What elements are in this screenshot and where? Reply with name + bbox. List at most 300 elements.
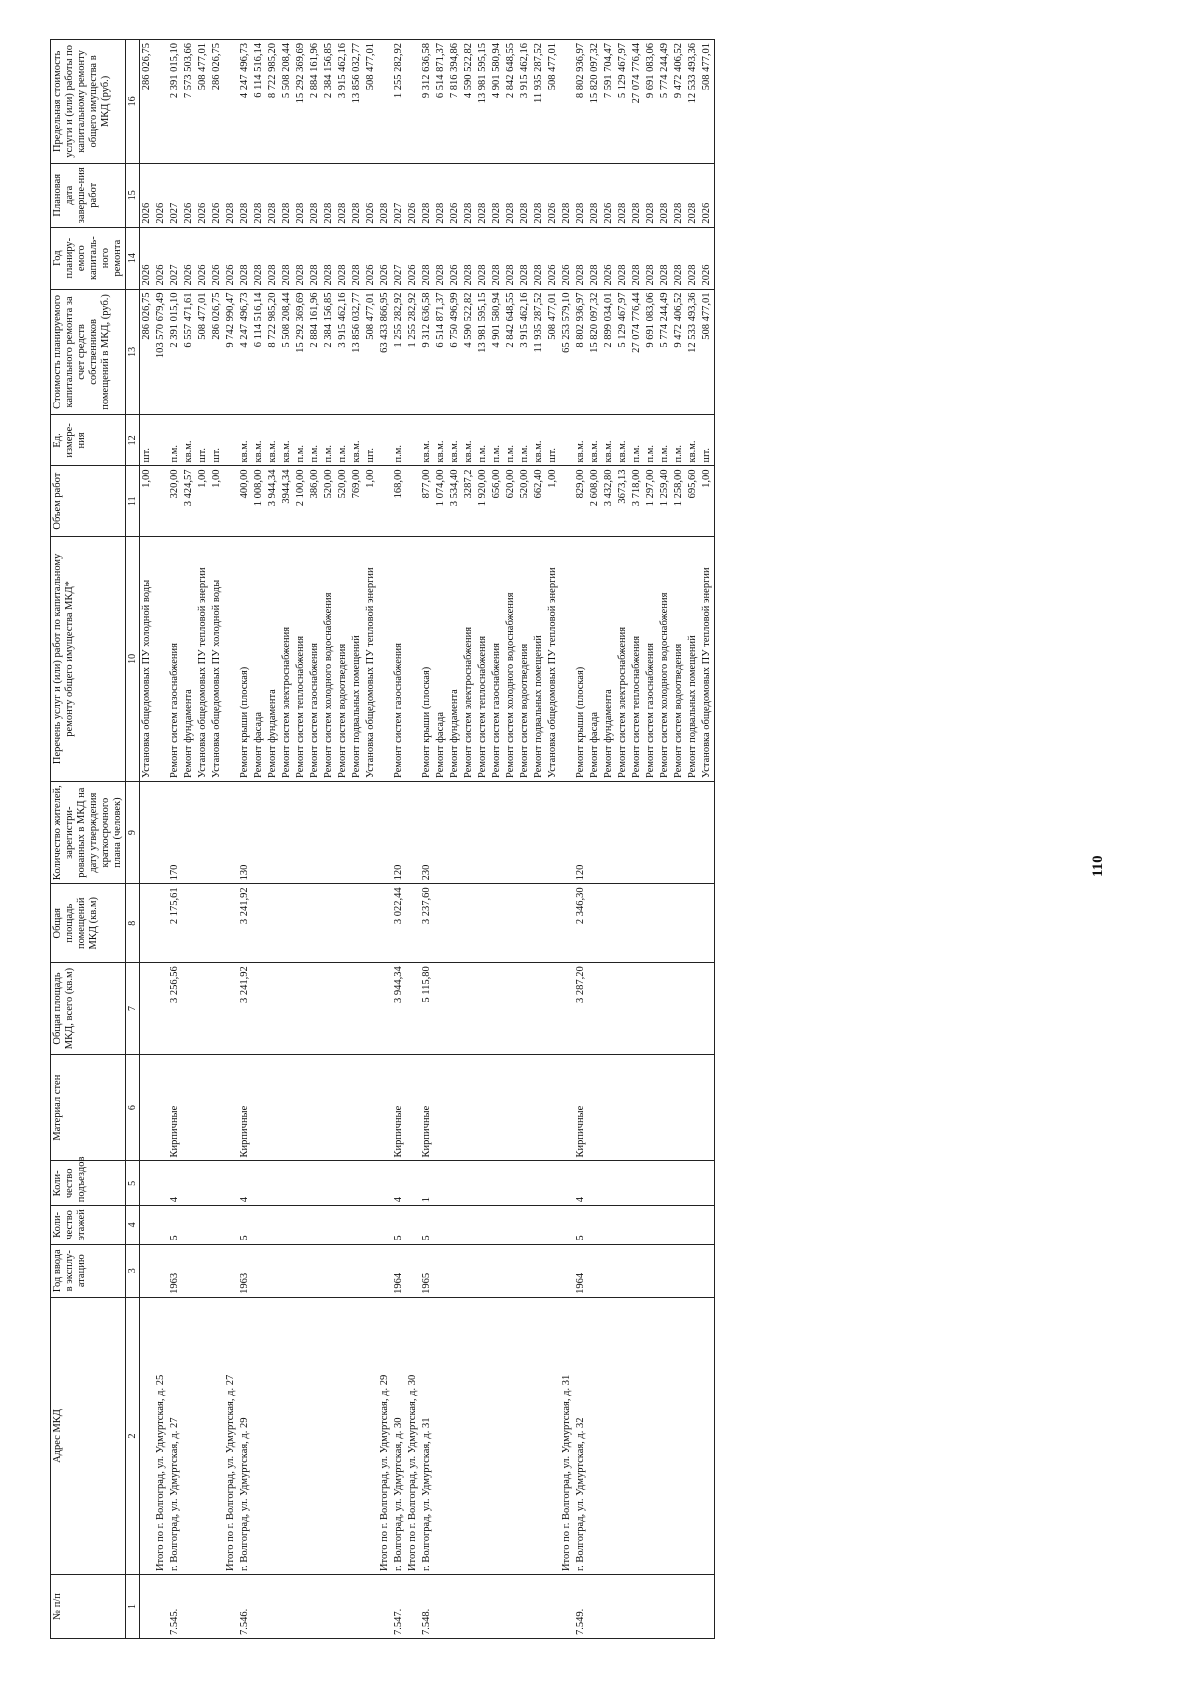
total-area-cell: [266, 963, 280, 1055]
year-built-cell: [700, 1244, 715, 1297]
table-row: [294, 40, 308, 1639]
cost-cell: 2 884 161,96: [308, 289, 322, 415]
col-header-9: Количество жителей, зарегистри-рованных в МКД на дату утверждения краткосрочного плана (человек): [51, 781, 126, 883]
year-built-cell: [434, 1244, 448, 1297]
residents-cell: [322, 781, 336, 883]
wall-material-cell: [350, 1054, 364, 1161]
wall-material-cell: [252, 1054, 266, 1161]
completion-date-cell: 2028: [266, 163, 280, 227]
table-row: [322, 40, 336, 1639]
max-cost-cell: 15 292 369,69: [294, 40, 308, 164]
work-volume-cell: 1,00: [546, 466, 560, 536]
work-volume-cell: 1 008,00: [252, 466, 266, 536]
year-built-cell: [322, 1244, 336, 1297]
max-cost-cell: 5 508 208,44: [280, 40, 294, 164]
completion-date-cell: 2028: [644, 163, 658, 227]
total-area-cell: [588, 963, 602, 1055]
address-cell: [490, 1297, 504, 1574]
col-number: 10: [126, 536, 140, 781]
max-cost-cell: 5 774 244,49: [658, 40, 672, 164]
work-volume-cell: 3944,34: [280, 466, 294, 536]
work-volume-cell: [154, 466, 168, 536]
page-number: 110: [1090, 855, 1106, 877]
work-type-cell: Установка общедомовых ПУ тепловой энергии: [364, 536, 378, 781]
col-header-4: Коли-чество этажей: [51, 1206, 126, 1244]
table-row: [644, 40, 658, 1639]
table-row: [224, 40, 238, 1639]
row-number: [224, 1575, 238, 1639]
row-number: [406, 1575, 420, 1639]
work-type-cell: Установка общедомовых ПУ холодной воды: [210, 536, 224, 781]
max-cost-cell: 9 312 636,58: [420, 40, 434, 164]
planned-year-cell: 2026: [546, 227, 560, 289]
cost-cell: 2 384 156,85: [322, 289, 336, 415]
col-number: 1: [126, 1575, 140, 1639]
row-number: [196, 1575, 210, 1639]
premises-area-cell: [602, 884, 616, 963]
wall-material-cell: [308, 1054, 322, 1161]
max-cost-cell: 3 915 462,16: [336, 40, 350, 164]
max-cost-cell: 8 722 985,20: [266, 40, 280, 164]
total-area-cell: 5 115,80: [420, 963, 434, 1055]
premises-area-cell: [196, 884, 210, 963]
work-volume-cell: 520,00: [336, 466, 350, 536]
table-row: [168, 40, 182, 1639]
floors-cell: [378, 1206, 392, 1244]
work-type-cell: Ремонт фасада: [252, 536, 266, 781]
premises-area-cell: 2 346,30: [574, 884, 588, 963]
unit-cell: кв.м.: [266, 415, 280, 466]
residents-cell: [140, 781, 155, 883]
cost-cell: 6 750 496,99: [448, 289, 462, 415]
table-row: [476, 40, 490, 1639]
work-type-cell: Ремонт фундамента: [266, 536, 280, 781]
unit-cell: п.м.: [308, 415, 322, 466]
row-number: [364, 1575, 378, 1639]
row-number: [616, 1575, 630, 1639]
planned-year-cell: 2028: [280, 227, 294, 289]
residents-cell: [210, 781, 224, 883]
total-area-cell: [364, 963, 378, 1055]
work-volume-cell: 1,00: [140, 466, 155, 536]
entrances-cell: [448, 1161, 462, 1206]
premises-area-cell: [658, 884, 672, 963]
table-row: [210, 40, 224, 1639]
row-number: [560, 1575, 574, 1639]
planned-year-cell: 2028: [644, 227, 658, 289]
floors-cell: [182, 1206, 196, 1244]
repair-plan-table: [50, 39, 715, 1639]
work-type-cell: Ремонт систем водоотведения: [336, 536, 350, 781]
unit-cell: шт.: [364, 415, 378, 466]
table-row: [378, 40, 392, 1639]
floors-cell: [294, 1206, 308, 1244]
floors-cell: [224, 1206, 238, 1244]
planned-year-cell: 2027: [392, 227, 406, 289]
unit-cell: кв.м.: [350, 415, 364, 466]
row-number: [700, 1575, 715, 1639]
row-number: [448, 1575, 462, 1639]
address-cell: [462, 1297, 476, 1574]
wall-material-cell: [266, 1054, 280, 1161]
row-number: 7.547.: [392, 1575, 406, 1639]
work-type-cell: Ремонт подвальных помещений: [350, 536, 364, 781]
total-area-cell: [462, 963, 476, 1055]
residents-cell: [224, 781, 238, 883]
completion-date-cell: 2028: [308, 163, 322, 227]
entrances-cell: [546, 1161, 560, 1206]
work-type-cell: Ремонт крыши (плоская): [574, 536, 588, 781]
work-volume-cell: 1,00: [364, 466, 378, 536]
unit-cell: кв.м.: [252, 415, 266, 466]
premises-area-cell: [406, 884, 420, 963]
address-cell: [196, 1297, 210, 1574]
floors-cell: [336, 1206, 350, 1244]
year-built-cell: [504, 1244, 518, 1297]
total-area-cell: [210, 963, 224, 1055]
residents-cell: [266, 781, 280, 883]
address-cell: г. Волгоград, ул. Удмуртская, д. 29: [238, 1297, 252, 1574]
work-type-cell: [560, 536, 574, 781]
max-cost-cell: 6 514 871,37: [434, 40, 448, 164]
planned-year-cell: 2028: [476, 227, 490, 289]
completion-date-cell: 2028: [658, 163, 672, 227]
table-row: [196, 40, 210, 1639]
row-number: [322, 1575, 336, 1639]
work-volume-cell: 1,00: [210, 466, 224, 536]
wall-material-cell: [462, 1054, 476, 1161]
total-area-cell: [532, 963, 546, 1055]
col-number: 2: [126, 1297, 140, 1574]
total-area-cell: [644, 963, 658, 1055]
total-area-cell: [294, 963, 308, 1055]
col-header-8: Общая площадь помещений МКД (кв.м): [51, 884, 126, 963]
completion-date-cell: 2028: [518, 163, 532, 227]
completion-date-cell: 2026: [196, 163, 210, 227]
completion-date-cell: 2028: [420, 163, 434, 227]
cost-cell: 3 915 462,16: [336, 289, 350, 415]
planned-year-cell: 2026: [154, 227, 168, 289]
floors-cell: [154, 1206, 168, 1244]
total-area-cell: 3 256,56: [168, 963, 182, 1055]
entrances-cell: [252, 1161, 266, 1206]
max-cost-cell: [406, 40, 420, 164]
completion-date-cell: 2028: [350, 163, 364, 227]
year-built-cell: [308, 1244, 322, 1297]
table-row: [546, 40, 560, 1639]
year-built-cell: 1964: [574, 1244, 588, 1297]
planned-year-cell: 2028: [616, 227, 630, 289]
max-cost-cell: 13 856 032,77: [350, 40, 364, 164]
premises-area-cell: [182, 884, 196, 963]
row-number: [336, 1575, 350, 1639]
table-row: [154, 40, 168, 1639]
row-number: [602, 1575, 616, 1639]
residents-cell: [602, 781, 616, 883]
address-cell: [644, 1297, 658, 1574]
planned-year-cell: 2028: [336, 227, 350, 289]
completion-date-cell: 2028: [476, 163, 490, 227]
work-volume-cell: 877,00: [420, 466, 434, 536]
entrances-cell: [294, 1161, 308, 1206]
work-type-cell: Ремонт систем газоснабжения: [644, 536, 658, 781]
address-cell: [616, 1297, 630, 1574]
work-type-cell: Ремонт фундамента: [448, 536, 462, 781]
year-built-cell: [378, 1244, 392, 1297]
year-built-cell: [210, 1244, 224, 1297]
work-type-cell: Установка общедомовых ПУ тепловой энергии: [546, 536, 560, 781]
unit-cell: кв.м.: [532, 415, 546, 466]
cost-cell: 12 533 493,36: [686, 289, 700, 415]
floors-cell: 5: [168, 1206, 182, 1244]
cost-cell: 15 292 369,69: [294, 289, 308, 415]
completion-date-cell: 2026: [140, 163, 155, 227]
wall-material-cell: [322, 1054, 336, 1161]
unit-cell: кв.м.: [434, 415, 448, 466]
completion-date-cell: 2026: [154, 163, 168, 227]
wall-material-cell: Кирпичные: [238, 1054, 252, 1161]
residents-cell: [476, 781, 490, 883]
completion-date-cell: 2028: [532, 163, 546, 227]
cost-cell: 4 901 580,94: [490, 289, 504, 415]
premises-area-cell: [308, 884, 322, 963]
unit-cell: кв.м.: [462, 415, 476, 466]
completion-date-cell: 2028: [224, 163, 238, 227]
floors-cell: [644, 1206, 658, 1244]
max-cost-cell: 11 935 287,52: [532, 40, 546, 164]
year-built-cell: [630, 1244, 644, 1297]
wall-material-cell: [224, 1054, 238, 1161]
wall-material-cell: [644, 1054, 658, 1161]
work-type-cell: Ремонт систем электроснабжения: [462, 536, 476, 781]
year-built-cell: [546, 1244, 560, 1297]
row-number: [644, 1575, 658, 1639]
address-cell: Итого по г. Волгоград, ул. Удмуртская, д. 30: [406, 1297, 420, 1574]
work-type-cell: Ремонт фасада: [434, 536, 448, 781]
wall-material-cell: [560, 1054, 574, 1161]
table-row: [672, 40, 686, 1639]
work-volume-cell: 3 424,57: [182, 466, 196, 536]
entrances-cell: [280, 1161, 294, 1206]
floors-cell: 5: [392, 1206, 406, 1244]
entrances-cell: [266, 1161, 280, 1206]
premises-area-cell: [280, 884, 294, 963]
floors-cell: [308, 1206, 322, 1244]
address-cell: [434, 1297, 448, 1574]
max-cost-cell: 508 477,01: [700, 40, 715, 164]
residents-cell: [686, 781, 700, 883]
table-row: [630, 40, 644, 1639]
premises-area-cell: [294, 884, 308, 963]
entrances-cell: [686, 1161, 700, 1206]
cost-cell: 6 514 871,37: [434, 289, 448, 415]
unit-cell: шт.: [196, 415, 210, 466]
planned-year-cell: 2026: [406, 227, 420, 289]
row-number: [252, 1575, 266, 1639]
planned-year-cell: 2026: [364, 227, 378, 289]
year-built-cell: [406, 1244, 420, 1297]
completion-date-cell: 2026: [700, 163, 715, 227]
completion-date-cell: 2028: [378, 163, 392, 227]
year-built-cell: 1965: [420, 1244, 434, 1297]
address-cell: [448, 1297, 462, 1574]
col-number: 6: [126, 1054, 140, 1161]
max-cost-cell: [378, 40, 392, 164]
residents-cell: 170: [168, 781, 182, 883]
work-volume-cell: 2 608,00: [588, 466, 602, 536]
row-number: 7.549.: [574, 1575, 588, 1639]
table-row: [406, 40, 420, 1639]
residents-cell: [182, 781, 196, 883]
entrances-cell: [364, 1161, 378, 1206]
total-area-cell: [336, 963, 350, 1055]
max-cost-cell: 15 820 097,32: [588, 40, 602, 164]
row-number: [630, 1575, 644, 1639]
total-area-cell: [546, 963, 560, 1055]
residents-cell: [672, 781, 686, 883]
residents-cell: 130: [238, 781, 252, 883]
cost-cell: 4 247 496,73: [238, 289, 252, 415]
max-cost-cell: 7 816 394,86: [448, 40, 462, 164]
unit-cell: [224, 415, 238, 466]
table-row: [560, 40, 574, 1639]
max-cost-cell: 4 590 522,82: [462, 40, 476, 164]
work-type-cell: [406, 536, 420, 781]
cost-cell: 13 856 032,77: [350, 289, 364, 415]
planned-year-cell: 2026: [224, 227, 238, 289]
completion-date-cell: 2028: [504, 163, 518, 227]
entrances-cell: 4: [392, 1161, 406, 1206]
address-cell: Итого по г. Волгоград, ул. Удмуртская, д. 27: [224, 1297, 238, 1574]
cost-cell: 13 981 595,15: [476, 289, 490, 415]
cost-cell: 2 899 034,01: [602, 289, 616, 415]
max-cost-cell: 8 802 936,97: [574, 40, 588, 164]
completion-date-cell: 2028: [462, 163, 476, 227]
address-cell: [140, 1297, 155, 1574]
total-area-cell: [154, 963, 168, 1055]
table-row: [588, 40, 602, 1639]
row-number: [462, 1575, 476, 1639]
max-cost-cell: 286 026,75: [140, 40, 155, 164]
entrances-cell: [602, 1161, 616, 1206]
unit-cell: кв.м.: [238, 415, 252, 466]
cost-cell: 2 391 015,10: [168, 289, 182, 415]
wall-material-cell: [154, 1054, 168, 1161]
wall-material-cell: Кирпичные: [168, 1054, 182, 1161]
completion-date-cell: 2028: [252, 163, 266, 227]
work-type-cell: Ремонт фундамента: [182, 536, 196, 781]
work-volume-cell: 3 534,40: [448, 466, 462, 536]
completion-date-cell: 2028: [616, 163, 630, 227]
planned-year-cell: 2028: [574, 227, 588, 289]
floors-cell: [504, 1206, 518, 1244]
premises-area-cell: [686, 884, 700, 963]
premises-area-cell: [140, 884, 155, 963]
planned-year-cell: 2028: [490, 227, 504, 289]
work-type-cell: Ремонт фасада: [588, 536, 602, 781]
planned-year-cell: 2028: [322, 227, 336, 289]
floors-cell: [364, 1206, 378, 1244]
total-area-cell: [196, 963, 210, 1055]
col-header-14: Год планиру-емого капиталь-ного ремонта: [51, 227, 126, 289]
work-volume-cell: 1 297,00: [644, 466, 658, 536]
wall-material-cell: [672, 1054, 686, 1161]
entrances-cell: [560, 1161, 574, 1206]
cost-cell: 4 590 522,82: [462, 289, 476, 415]
wall-material-cell: [504, 1054, 518, 1161]
unit-cell: кв.м.: [280, 415, 294, 466]
total-area-cell: [504, 963, 518, 1055]
work-type-cell: Ремонт систем холодного водоснабжения: [322, 536, 336, 781]
planned-year-cell: 2027: [168, 227, 182, 289]
year-built-cell: 1964: [392, 1244, 406, 1297]
row-number: [532, 1575, 546, 1639]
max-cost-cell: 3 915 462,16: [518, 40, 532, 164]
address-cell: [532, 1297, 546, 1574]
planned-year-cell: 2028: [294, 227, 308, 289]
total-area-cell: [378, 963, 392, 1055]
row-number: [546, 1575, 560, 1639]
completion-date-cell: 2026: [602, 163, 616, 227]
max-cost-cell: 2 842 648,55: [504, 40, 518, 164]
table-row: [350, 40, 364, 1639]
completion-date-cell: 2028: [336, 163, 350, 227]
work-volume-cell: 1,00: [196, 466, 210, 536]
total-area-cell: [322, 963, 336, 1055]
address-cell: [700, 1297, 715, 1574]
premises-area-cell: [546, 884, 560, 963]
premises-area-cell: 2 175,61: [168, 884, 182, 963]
premises-area-cell: [518, 884, 532, 963]
completion-date-cell: 2028: [280, 163, 294, 227]
completion-date-cell: 2026: [182, 163, 196, 227]
cost-cell: 3 915 462,16: [518, 289, 532, 415]
total-area-cell: [490, 963, 504, 1055]
unit-cell: п.м.: [294, 415, 308, 466]
address-cell: [630, 1297, 644, 1574]
work-type-cell: Ремонт систем газоснабжения: [490, 536, 504, 781]
total-area-cell: [280, 963, 294, 1055]
residents-cell: [644, 781, 658, 883]
unit-cell: п.м.: [392, 415, 406, 466]
work-type-cell: Ремонт систем холодного водоснабжения: [504, 536, 518, 781]
year-built-cell: [224, 1244, 238, 1297]
wall-material-cell: [686, 1054, 700, 1161]
max-cost-cell: 4 901 580,94: [490, 40, 504, 164]
premises-area-cell: [490, 884, 504, 963]
table-row: [434, 40, 448, 1639]
total-area-cell: [476, 963, 490, 1055]
entrances-cell: [462, 1161, 476, 1206]
table-row: [252, 40, 266, 1639]
year-built-cell: [476, 1244, 490, 1297]
total-area-cell: [308, 963, 322, 1055]
work-type-cell: Ремонт крыши (плоская): [238, 536, 252, 781]
max-cost-cell: 27 074 776,44: [630, 40, 644, 164]
residents-cell: [294, 781, 308, 883]
work-type-cell: [224, 536, 238, 781]
entrances-cell: [672, 1161, 686, 1206]
premises-area-cell: [476, 884, 490, 963]
work-volume-cell: [378, 466, 392, 536]
unit-cell: п.м.: [630, 415, 644, 466]
year-built-cell: 1963: [168, 1244, 182, 1297]
work-volume-cell: 520,00: [518, 466, 532, 536]
year-built-cell: [658, 1244, 672, 1297]
work-volume-cell: 168,00: [392, 466, 406, 536]
unit-cell: кв.м.: [686, 415, 700, 466]
col-number: 14: [126, 227, 140, 289]
